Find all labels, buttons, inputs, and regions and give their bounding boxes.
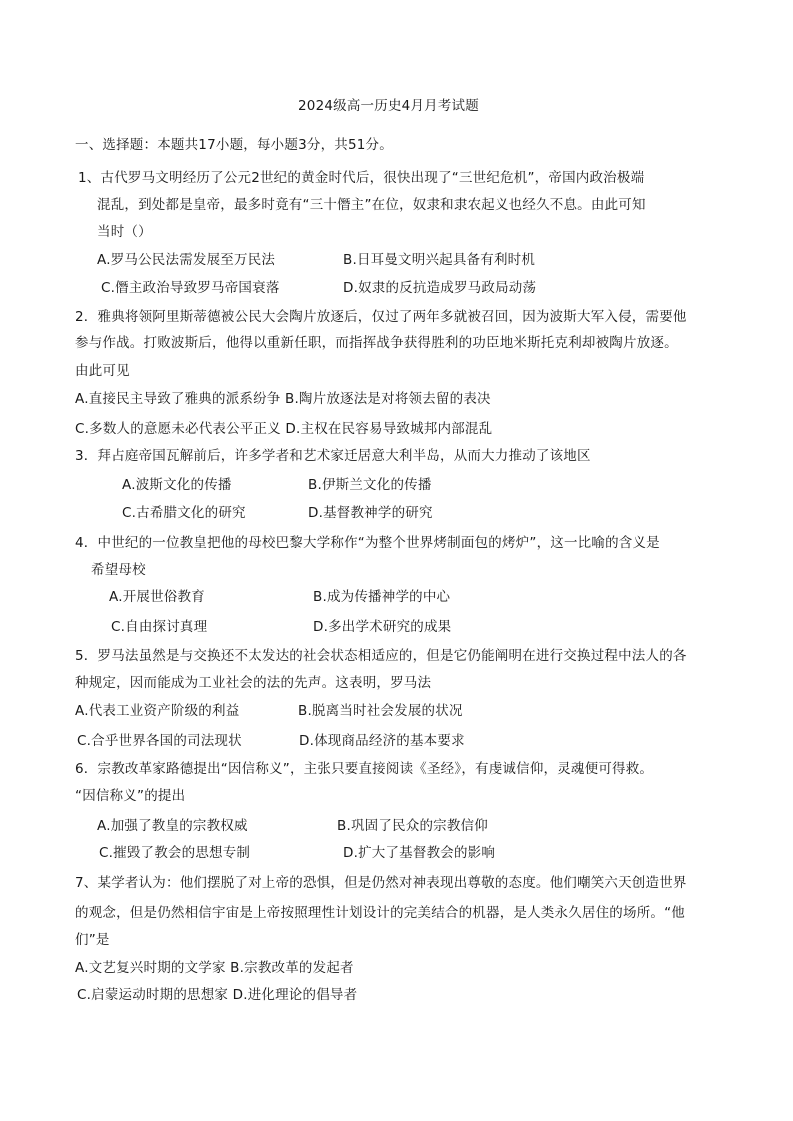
q1-stem-line-1: 1、古代罗马文明经历了公元2世纪的黄金时代后，很快出现了“三世纪危机”，帝国内政治极端 [78,170,645,186]
q5-option-c: C.合乎世界各国的司法现状 [77,733,242,749]
q4-option-a: A.开展世俗教育 [109,589,205,605]
q2-stem-line-2: 参与作战。打败波斯后，他得以重新任职，而指挥战争获得胜利的功臣地米斯托克利却被陶片放逐。 [75,335,678,351]
q4-stem-line-1: 4．中世纪的一位教皇把他的母校巴黎大学称作“为整个世界烤制面包的烤炉”，这一比喻的含义是 [75,535,660,551]
q7-options-cd: C.启蒙运动时期的思想家 D.进化理论的倡导者 [77,987,358,1003]
q7-stem-line-3: 们”是 [75,932,110,948]
q6-option-a: A.加强了教皇的宗教权威 [97,818,248,834]
q5-stem-line-1: 5．罗马法虽然是与交换还不太发达的社会状态相适应的，但是它仍能阐明在进行交换过程中法人的各 [75,648,687,664]
q3-option-b: B.伊斯兰文化的传播 [308,477,432,493]
q5-option-a: A.代表工业资产阶级的利益 [75,703,240,719]
q1-stem-line-2: 混乱，到处都是皇帝，最多时竟有“三十僭主”在位，奴隶和隶农起义也经久不息。由此可知 [97,197,646,213]
q7-stem-line-1: 7、某学者认为：他们摆脱了对上帝的恐惧，但是仍然对神表现出尊敬的态度。他们嘲笑六天创造世界 [75,875,687,891]
q4-stem-line-2: 希望母校 [91,562,146,578]
q2-stem-line-1: 2．雅典将领阿里斯蒂德被公民大会陶片放逐后，仅过了两年多就被召回，因为波斯大军入侵，需要他 [75,309,687,325]
q4-option-d: D.多出学术研究的成果 [313,619,452,635]
q6-option-c: C.摧毁了教会的思想专制 [99,845,251,861]
q1-option-c: C.僭主政治导致罗马帝国衰落 [101,280,280,296]
q2-options-ab: A.直接民主导致了雅典的派系纷争 B.陶片放逐法是对将领去留的表决 [75,391,491,407]
q7-stem-line-2: 的观念，但是仍然相信宇宙是上帝按照理性计划设计的完美结合的机器，是人类永久居住的场所。“他 [75,905,685,921]
q3-option-c: C.古希腊文化的研究 [122,505,246,521]
q1-option-d: D.奴隶的反抗造成罗马政局动荡 [343,280,537,296]
q5-option-d: D.体现商品经济的基本要求 [299,733,465,749]
q3-option-d: D.基督教神学的研究 [308,505,433,521]
page-title: 2024级高一历史4月月考试题 [298,98,479,114]
q3-stem-line-1: 3．拜占庭帝国瓦解前后，许多学者和艺术家迁居意大利半岛，从而大力推动了该地区 [75,448,591,464]
q2-options-cd: C.多数人的意愿未必代表公平正义 D.主权在民容易导致城邦内部混乱 [75,421,493,437]
section-heading: 一、选择题：本题共17小题，每小题3分，共51分。 [75,137,393,153]
q7-options-ab: A.文艺复兴时期的文学家 B.宗教改革的发起者 [75,960,354,976]
q5-stem-line-2: 种规定，因而能成为工业社会的法的先声。这表明，罗马法 [75,675,432,691]
q6-option-b: B.巩固了民众的宗教信仰 [337,818,488,834]
q4-option-c: C.自由探讨真理 [111,619,208,635]
q1-option-b: B.日耳曼文明兴起具备有利时机 [343,252,536,268]
q2-stem-line-3: 由此可见 [75,363,130,379]
q1-stem-line-3: 当时（） [97,224,152,240]
q1-option-a: A.罗马公民法需发展至万民法 [97,252,276,268]
q4-option-b: B.成为传播神学的中心 [313,589,451,605]
q3-option-a: A.波斯文化的传播 [122,477,232,493]
q6-option-d: D.扩大了基督教会的影响 [343,845,496,861]
q6-stem-line-2: “因信称义”的提出 [75,788,186,804]
q5-option-b: B.脱离当时社会发展的状况 [298,703,463,719]
q6-stem-line-1: 6．宗教改革家路德提出“因信称义”，主张只要直接阅读《圣经》，有虔诚信仰，灵魂便可得救。 [75,761,654,777]
